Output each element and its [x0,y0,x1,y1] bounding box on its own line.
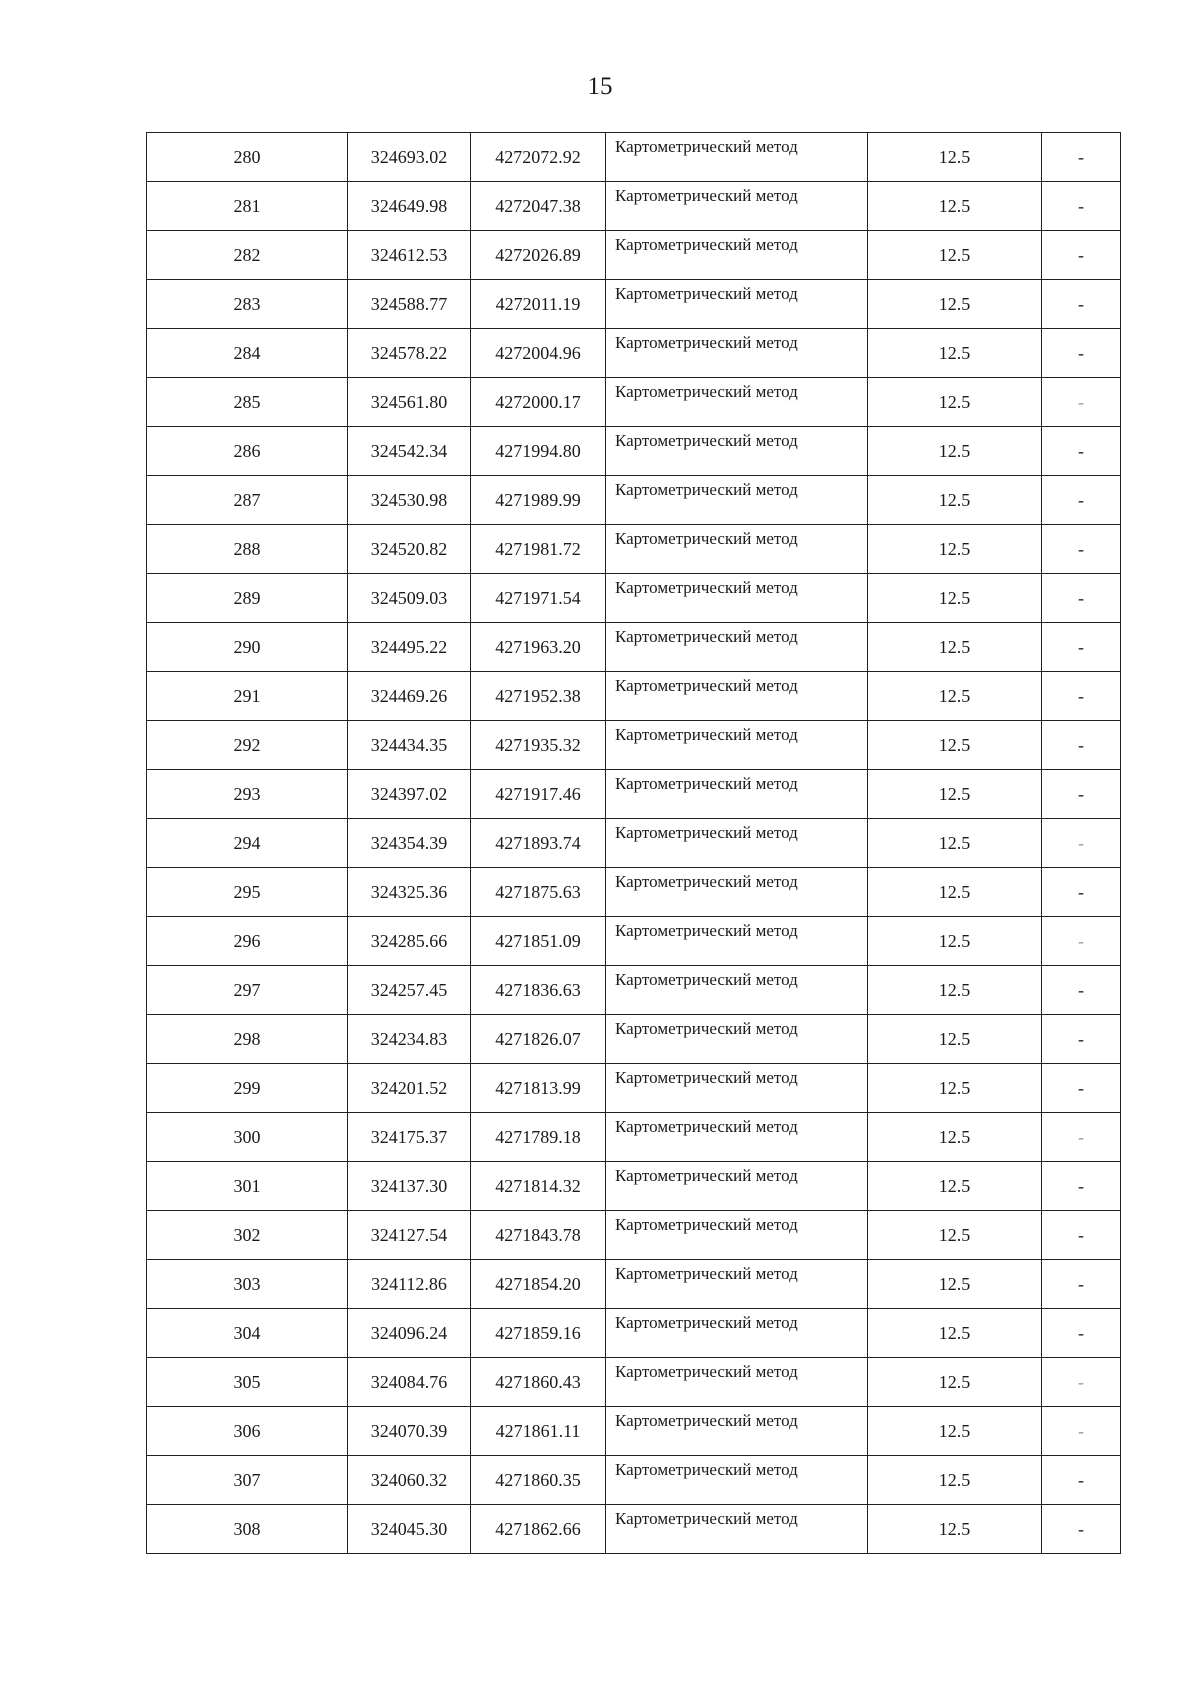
y-coordinate-cell: 4271859.16 [471,1309,606,1358]
method-cell: Картометрический метод [606,133,868,182]
x-coordinate-cell: 324257.45 [348,966,471,1015]
method-cell: Картометрический метод [606,476,868,525]
point-number-cell: 304 [147,1309,348,1358]
table-row [147,574,1121,623]
point-number-cell: 293 [147,770,348,819]
x-coordinate-cell: 324561.80 [348,378,471,427]
point-number-cell: 294 [147,819,348,868]
point-number-cell: 291 [147,672,348,721]
point-number-cell: 289 [147,574,348,623]
y-coordinate-cell: 4271917.46 [471,770,606,819]
x-coordinate-cell: 324234.83 [348,1015,471,1064]
x-coordinate-cell: 324578.22 [348,329,471,378]
accuracy-cell: 12.5 [868,1113,1042,1162]
y-coordinate-cell: 4271861.11 [471,1407,606,1456]
accuracy-cell: 12.5 [868,574,1042,623]
method-cell: Картометрический метод [606,1064,868,1113]
method-cell: Картометрический метод [606,1456,868,1505]
method-cell: Картометрический метод [606,672,868,721]
accuracy-cell: 12.5 [868,1064,1042,1113]
accuracy-cell: 12.5 [868,672,1042,721]
note-cell: - [1042,623,1121,672]
table-row [147,133,1121,182]
table-row [147,231,1121,280]
note-cell: - [1042,1309,1121,1358]
note-cell: - [1042,819,1121,868]
table-row [147,280,1121,329]
point-number-cell: 296 [147,917,348,966]
x-coordinate-cell: 324354.39 [348,819,471,868]
table-row [147,182,1121,231]
note-cell: - [1042,1113,1121,1162]
accuracy-cell: 12.5 [868,280,1042,329]
method-cell: Картометрический метод [606,1211,868,1260]
accuracy-cell: 12.5 [868,525,1042,574]
method-cell: Картометрический метод [606,1505,868,1554]
y-coordinate-cell: 4272011.19 [471,280,606,329]
method-cell: Картометрический метод [606,1309,868,1358]
point-number-cell: 281 [147,182,348,231]
accuracy-cell: 12.5 [868,1505,1042,1554]
note-cell: - [1042,1015,1121,1064]
x-coordinate-cell: 324127.54 [348,1211,471,1260]
note-cell: - [1042,868,1121,917]
table-row [147,1113,1121,1162]
accuracy-cell: 12.5 [868,917,1042,966]
note-cell: - [1042,525,1121,574]
note-cell: - [1042,1064,1121,1113]
x-coordinate-cell: 324649.98 [348,182,471,231]
page-number: 15 [587,73,613,100]
accuracy-cell: 12.5 [868,231,1042,280]
accuracy-cell: 12.5 [868,182,1042,231]
y-coordinate-cell: 4271814.32 [471,1162,606,1211]
note-cell: - [1042,1505,1121,1554]
point-number-cell: 307 [147,1456,348,1505]
method-cell: Картометрический метод [606,966,868,1015]
coordinates-table [146,132,1121,1554]
table-row [147,1456,1121,1505]
point-number-cell: 292 [147,721,348,770]
note-cell: - [1042,329,1121,378]
accuracy-cell: 12.5 [868,329,1042,378]
point-number-cell: 286 [147,427,348,476]
method-cell: Картометрический метод [606,1407,868,1456]
coordinates-table-body [147,133,1121,1554]
table-row [147,1505,1121,1554]
y-coordinate-cell: 4271860.43 [471,1358,606,1407]
table-row [147,770,1121,819]
x-coordinate-cell: 324060.32 [348,1456,471,1505]
point-number-cell: 298 [147,1015,348,1064]
method-cell: Картометрический метод [606,378,868,427]
x-coordinate-cell: 324112.86 [348,1260,471,1309]
point-number-cell: 285 [147,378,348,427]
x-coordinate-cell: 324096.24 [348,1309,471,1358]
method-cell: Картометрический метод [606,1358,868,1407]
x-coordinate-cell: 324397.02 [348,770,471,819]
note-cell: - [1042,1456,1121,1505]
accuracy-cell: 12.5 [868,770,1042,819]
x-coordinate-cell: 324285.66 [348,917,471,966]
accuracy-cell: 12.5 [868,1162,1042,1211]
accuracy-cell: 12.5 [868,1407,1042,1456]
accuracy-cell: 12.5 [868,819,1042,868]
x-coordinate-cell: 324588.77 [348,280,471,329]
point-number-cell: 280 [147,133,348,182]
y-coordinate-cell: 4271963.20 [471,623,606,672]
y-coordinate-cell: 4271836.63 [471,966,606,1015]
accuracy-cell: 12.5 [868,1358,1042,1407]
x-coordinate-cell: 324530.98 [348,476,471,525]
point-number-cell: 299 [147,1064,348,1113]
y-coordinate-cell: 4272047.38 [471,182,606,231]
method-cell: Картометрический метод [606,721,868,770]
note-cell: - [1042,378,1121,427]
note-cell: - [1042,1211,1121,1260]
note-cell: - [1042,280,1121,329]
method-cell: Картометрический метод [606,525,868,574]
point-number-cell: 290 [147,623,348,672]
method-cell: Картометрический метод [606,182,868,231]
accuracy-cell: 12.5 [868,623,1042,672]
point-number-cell: 300 [147,1113,348,1162]
point-number-cell: 288 [147,525,348,574]
note-cell: - [1042,133,1121,182]
table-row [147,378,1121,427]
y-coordinate-cell: 4271843.78 [471,1211,606,1260]
y-coordinate-cell: 4271981.72 [471,525,606,574]
note-cell: - [1042,1260,1121,1309]
accuracy-cell: 12.5 [868,1015,1042,1064]
method-cell: Картометрический метод [606,623,868,672]
y-coordinate-cell: 4271789.18 [471,1113,606,1162]
x-coordinate-cell: 324084.76 [348,1358,471,1407]
y-coordinate-cell: 4271813.99 [471,1064,606,1113]
method-cell: Картометрический метод [606,280,868,329]
note-cell: - [1042,182,1121,231]
accuracy-cell: 12.5 [868,966,1042,1015]
method-cell: Картометрический метод [606,329,868,378]
table-row [147,623,1121,672]
point-number-cell: 283 [147,280,348,329]
note-cell: - [1042,231,1121,280]
x-coordinate-cell: 324137.30 [348,1162,471,1211]
table-row [147,427,1121,476]
table-row [147,721,1121,770]
point-number-cell: 297 [147,966,348,1015]
table-row [147,1064,1121,1113]
method-cell: Картометрический метод [606,574,868,623]
point-number-cell: 282 [147,231,348,280]
note-cell: - [1042,721,1121,770]
table-row [147,1358,1121,1407]
y-coordinate-cell: 4272004.96 [471,329,606,378]
note-cell: - [1042,574,1121,623]
x-coordinate-cell: 324542.34 [348,427,471,476]
table-row [147,917,1121,966]
table-row [147,1260,1121,1309]
x-coordinate-cell: 324495.22 [348,623,471,672]
y-coordinate-cell: 4271971.54 [471,574,606,623]
point-number-cell: 305 [147,1358,348,1407]
method-cell: Картометрический метод [606,1162,868,1211]
table-row [147,868,1121,917]
y-coordinate-cell: 4271989.99 [471,476,606,525]
table-row [147,525,1121,574]
note-cell: - [1042,427,1121,476]
point-number-cell: 301 [147,1162,348,1211]
x-coordinate-cell: 324201.52 [348,1064,471,1113]
method-cell: Картометрический метод [606,1260,868,1309]
y-coordinate-cell: 4271935.32 [471,721,606,770]
method-cell: Картометрический метод [606,770,868,819]
method-cell: Картометрический метод [606,917,868,966]
x-coordinate-cell: 324612.53 [348,231,471,280]
accuracy-cell: 12.5 [868,1260,1042,1309]
note-cell: - [1042,770,1121,819]
table-row [147,1211,1121,1260]
y-coordinate-cell: 4272026.89 [471,231,606,280]
y-coordinate-cell: 4271854.20 [471,1260,606,1309]
note-cell: - [1042,1358,1121,1407]
note-cell: - [1042,917,1121,966]
y-coordinate-cell: 4271952.38 [471,672,606,721]
note-cell: - [1042,476,1121,525]
table-row [147,329,1121,378]
table-row [147,1309,1121,1358]
note-cell: - [1042,1407,1121,1456]
x-coordinate-cell: 324325.36 [348,868,471,917]
point-number-cell: 302 [147,1211,348,1260]
accuracy-cell: 12.5 [868,1456,1042,1505]
y-coordinate-cell: 4271860.35 [471,1456,606,1505]
accuracy-cell: 12.5 [868,476,1042,525]
y-coordinate-cell: 4271875.63 [471,868,606,917]
x-coordinate-cell: 324175.37 [348,1113,471,1162]
y-coordinate-cell: 4272072.92 [471,133,606,182]
method-cell: Картометрический метод [606,1113,868,1162]
table-row [147,1407,1121,1456]
x-coordinate-cell: 324434.35 [348,721,471,770]
y-coordinate-cell: 4272000.17 [471,378,606,427]
accuracy-cell: 12.5 [868,378,1042,427]
point-number-cell: 295 [147,868,348,917]
table-row [147,1015,1121,1064]
method-cell: Картометрический метод [606,427,868,476]
point-number-cell: 284 [147,329,348,378]
note-cell: - [1042,672,1121,721]
table-row [147,476,1121,525]
y-coordinate-cell: 4271994.80 [471,427,606,476]
method-cell: Картометрический метод [606,868,868,917]
method-cell: Картометрический метод [606,231,868,280]
y-coordinate-cell: 4271851.09 [471,917,606,966]
y-coordinate-cell: 4271862.66 [471,1505,606,1554]
accuracy-cell: 12.5 [868,1211,1042,1260]
point-number-cell: 306 [147,1407,348,1456]
x-coordinate-cell: 324045.30 [348,1505,471,1554]
x-coordinate-cell: 324520.82 [348,525,471,574]
point-number-cell: 303 [147,1260,348,1309]
accuracy-cell: 12.5 [868,868,1042,917]
table-row [147,1162,1121,1211]
note-cell: - [1042,966,1121,1015]
x-coordinate-cell: 324509.03 [348,574,471,623]
x-coordinate-cell: 324070.39 [348,1407,471,1456]
method-cell: Картометрический метод [606,819,868,868]
point-number-cell: 308 [147,1505,348,1554]
point-number-cell: 287 [147,476,348,525]
x-coordinate-cell: 324693.02 [348,133,471,182]
y-coordinate-cell: 4271893.74 [471,819,606,868]
table-row [147,966,1121,1015]
table-row [147,819,1121,868]
note-cell: - [1042,1162,1121,1211]
accuracy-cell: 12.5 [868,1309,1042,1358]
method-cell: Картометрический метод [606,1015,868,1064]
accuracy-cell: 12.5 [868,133,1042,182]
x-coordinate-cell: 324469.26 [348,672,471,721]
y-coordinate-cell: 4271826.07 [471,1015,606,1064]
accuracy-cell: 12.5 [868,721,1042,770]
table-row [147,672,1121,721]
accuracy-cell: 12.5 [868,427,1042,476]
